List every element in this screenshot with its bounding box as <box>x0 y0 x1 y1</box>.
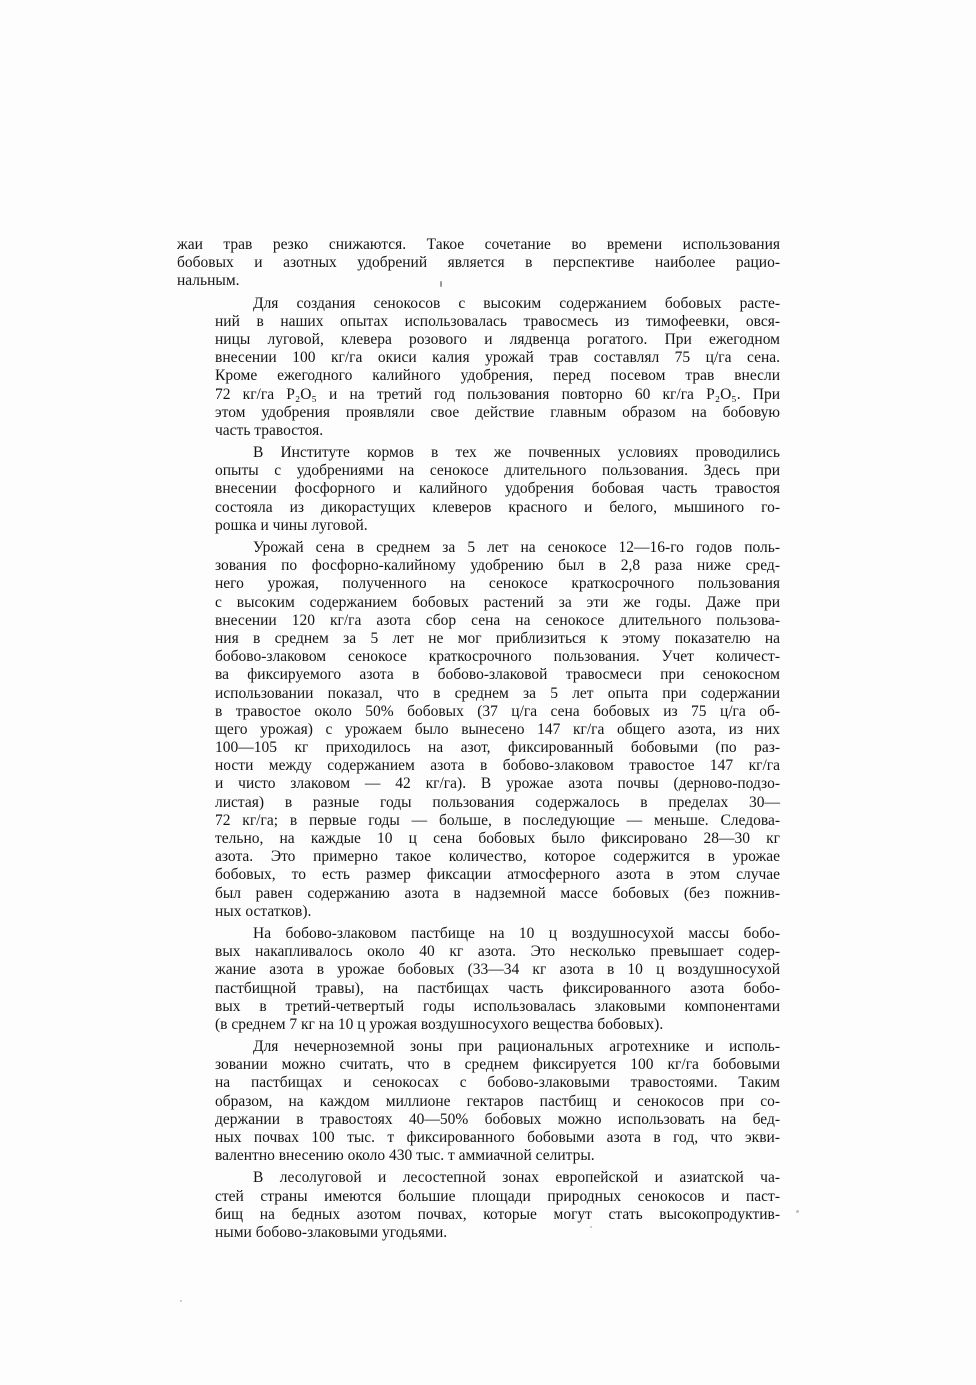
text-line: вых накапливалось около 40 кг азота. Это несколько превышает содер- <box>215 943 780 961</box>
text-line: бищ на бедных азотом почвах, которые могут стать высокопродуктив- <box>215 1205 780 1223</box>
text-line: и чисто злаковом — 42 кг/га). В урожае азота почвы (дерново-подзо- <box>215 775 780 793</box>
text-line: 72 кг/га; в первые годы — больше, в последующие — меньше. Следова- <box>215 811 780 829</box>
text-line: (в среднем 7 кг на 10 ц урожая воздушносухого вещества бобовых). <box>215 1015 664 1033</box>
text-line: ности между содержанием азота в бобово-злаковом травостое 147 кг/га <box>215 757 780 775</box>
text-line: ний в наших опытах использовалась травосмесь из тимофеевки, овся- <box>215 312 780 330</box>
text-line: тельно, на каждые 10 ц сена бобовых было фиксировано 28—30 кг <box>215 830 780 847</box>
text-line: внесении 120 кг/га азота сбор сена на сенокосе длительного пользова- <box>215 611 780 629</box>
text-line: ния в среднем за 5 лет не мог приблизиться к этому показателю на <box>215 629 780 647</box>
text-line: ных остатков). <box>215 902 312 920</box>
text-line: валентно внесению около 430 тыс. т аммиачной селитры. <box>215 1147 595 1165</box>
text-line: На бобово-злаковом пастбище на 10 ц воздушносухой массы бобо- <box>253 924 780 942</box>
text-line: использовании показал, что в среднем за 5 лет опыта при содержании <box>215 684 780 702</box>
text-line: бобовых и азотных удобрений является в перспективе наиболее рацио- <box>177 254 780 272</box>
text-line: часть травостоя. <box>215 421 324 439</box>
text-line: внесении фосфорного и калийного удобрения бобовая часть травостоя <box>215 480 780 498</box>
text-line: В Институте кормов в тех же почвенных условиях проводились <box>253 444 780 462</box>
text-line: щего урожая) с урожаем было вынесено 147 кг/га общего азота, из них <box>215 720 780 738</box>
text-column <box>177 236 780 1246</box>
text-line: ва фиксируемого азота в бобово-злаковой травосмеси при сенокосном <box>215 666 780 684</box>
text-line: с высоким содержанием бобовых растений за эти же годы. Даже при <box>215 593 780 611</box>
paragraph <box>177 539 780 921</box>
text-line: азота. Это примерно такое количество, которое содержится в урожае <box>215 848 780 866</box>
paragraph <box>177 1169 780 1242</box>
text-line: ницы луговой, клевера розового и лядвенца рогатого. При ежегодном <box>215 330 780 348</box>
scan-speck <box>796 1210 799 1213</box>
text-line: был равен содержанию азота в надземной массе бобовых (без пожнив- <box>215 884 780 902</box>
text-line: жаи трав резко снижаются. Такое сочетание во времени использования <box>177 236 780 253</box>
text-line: В лесолуговой и лесостепной зонах европейской и азиатской ча- <box>253 1169 780 1187</box>
text-line: 100—105 кг приходилось на азот, фиксированный бобовыми (по раз- <box>215 739 780 757</box>
text-line: листая) в разные годы пользования содержалось в пределах 30— <box>215 793 780 811</box>
text-line: этом удобрения проявляли свое действие главным образом на бобовую <box>215 403 780 421</box>
text-line: на пастбищах и сенокосах с бобово-злаковыми травостоями. Таким <box>215 1074 780 1092</box>
text-line: бобовых, то есть размер фиксации атмосферного азота в этом случае <box>215 866 780 884</box>
text-line: Урожай сена в среднем за 5 лет на сенокосе 12—16-го годов поль- <box>253 539 780 556</box>
scan-speck <box>440 281 442 287</box>
text-line: Кроме ежегодного калийного удобрения, перед посевом трав внесли <box>215 367 780 385</box>
text-line: образом, на каждом миллионе гектаров пастбищ и сенокосов при со- <box>215 1092 780 1110</box>
paragraph <box>177 236 780 291</box>
text-line: стей страны имеются большие площади природных сенокосов и паст- <box>215 1187 780 1205</box>
text-line: опыты с удобрениями на сенокосе длительного пользования. Здесь при <box>215 462 780 480</box>
text-line: в травостое около 50% бобовых (37 ц/га сена бобовых из 75 ц/га об- <box>215 702 780 720</box>
paragraph <box>177 295 780 441</box>
text-line: нальным. <box>177 272 240 290</box>
text-line: бобово-злаковом сенокосе краткосрочного пользования. Учет количест- <box>215 648 780 666</box>
text-line: вых в третий-четвертый годы использовалась злаковыми компонентами <box>215 997 780 1015</box>
paragraph <box>177 444 780 535</box>
scan-speck <box>590 1226 592 1228</box>
text-line: зовании можно считать, что в среднем фиксируется 100 кг/га бобовыми <box>215 1056 780 1074</box>
text-line: зования по фосфорно-калийному удобрению был в 2,8 раза ниже сред- <box>215 557 780 575</box>
text-line: пастбищной травы), на пастбищах часть фиксированного азота бобо- <box>215 979 780 997</box>
text-line: него урожая, полученного на сенокосе краткосрочного пользования <box>215 575 780 593</box>
scan-speck <box>180 1300 182 1302</box>
text-line: ных почвах 100 тыс. т фиксированного бобовыми азота в год, что экви- <box>215 1129 780 1146</box>
text-line: ными бобово-злаковыми угодьями. <box>215 1223 448 1241</box>
paragraph <box>177 925 780 1034</box>
text-line: Для создания сенокосов с высоким содержанием бобовых расте- <box>253 294 780 312</box>
text-line: состояла из дикорастущих клеверов красного и белого, мышиного го- <box>215 498 780 516</box>
text-line: жание азота в урожае бобовых (33—34 кг азота в 10 ц воздушносухой <box>215 961 780 979</box>
text-line: внесении 100 кг/га окиси калия урожай трав составлял 75 ц/га сена. <box>215 349 780 367</box>
text-line: Для нечерноземной зоны при рациональных агротехнике и исполь- <box>253 1038 780 1056</box>
paragraph <box>177 1038 780 1165</box>
text-line: рошка и чины луговой. <box>215 516 368 534</box>
text-line: держании в травостоях 40—50% бобовых можно использовать на бед- <box>215 1110 780 1128</box>
text-line: 72 кг/га P₂O₅ и на третий год пользования повторно 60 кг/га P₂O₅. При <box>215 385 780 403</box>
